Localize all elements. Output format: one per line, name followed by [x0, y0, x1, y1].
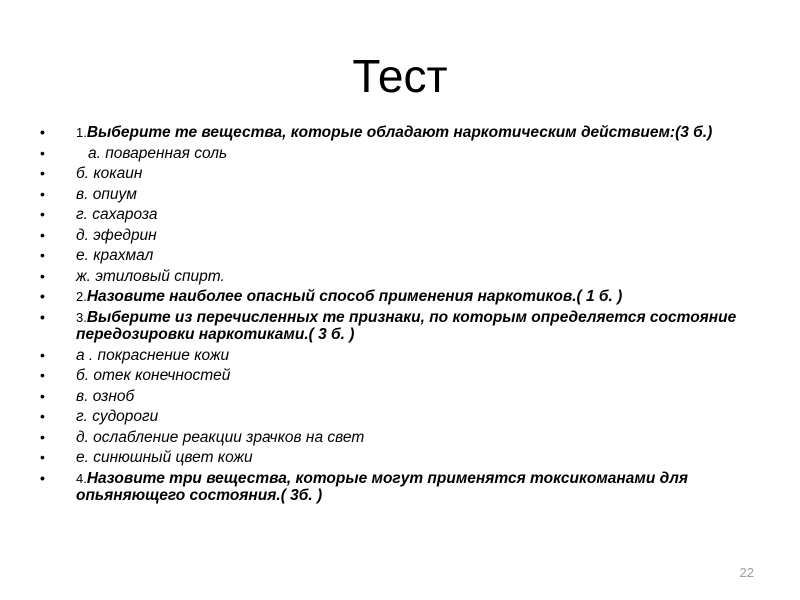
- list-item: • б. отек конечностей: [40, 367, 760, 385]
- question-number: 4.: [76, 470, 87, 486]
- question-text: Назовите три вещества, которые могут применятся токсикоманами для опьяняющего состояния.( 3б. ): [76, 469, 688, 504]
- list-item: • д. эфедрин: [40, 227, 760, 245]
- question-1: [40, 124, 760, 142]
- question-2: [40, 288, 760, 306]
- list-item: • ж. этиловый спирт.: [40, 268, 760, 286]
- list-item: • в. опиум: [40, 186, 760, 204]
- list-item: • в. озноб: [40, 388, 760, 406]
- question-text: Выберите те вещества, которые обладают наркотическим действием:(3 б.): [86, 124, 713, 141]
- page-number: 22: [739, 565, 754, 580]
- list-item: • г. сахароза: [40, 206, 760, 224]
- list-item: • е. крахмал: [40, 247, 760, 265]
- test-list: [40, 124, 760, 508]
- question-number: 2.: [76, 289, 87, 304]
- list-item: • б. кокаин: [40, 165, 760, 183]
- question-number: 1.: [76, 125, 87, 140]
- list-item: • а . покраснение кожи: [40, 347, 760, 365]
- question-text: Назовите наиболее опасный способ применения наркотиков.( 1 б. ): [86, 288, 623, 305]
- question-3: [40, 309, 760, 344]
- list-item: • а. поваренная соль: [40, 145, 760, 163]
- slide-title: Тест: [352, 50, 448, 102]
- question-text: Выберите из перечисленных те признаки, по которым определяется состояние передозировки наркотиками.( 3 б. ): [76, 308, 737, 343]
- list-item: • д. ослабление реакции зрачков на свет: [40, 429, 760, 447]
- list-item: • е. синюшный цвет кожи: [40, 449, 760, 467]
- list-item: • г. судороги: [40, 408, 760, 426]
- question-number: 3.: [76, 309, 87, 325]
- question-4: [40, 470, 760, 505]
